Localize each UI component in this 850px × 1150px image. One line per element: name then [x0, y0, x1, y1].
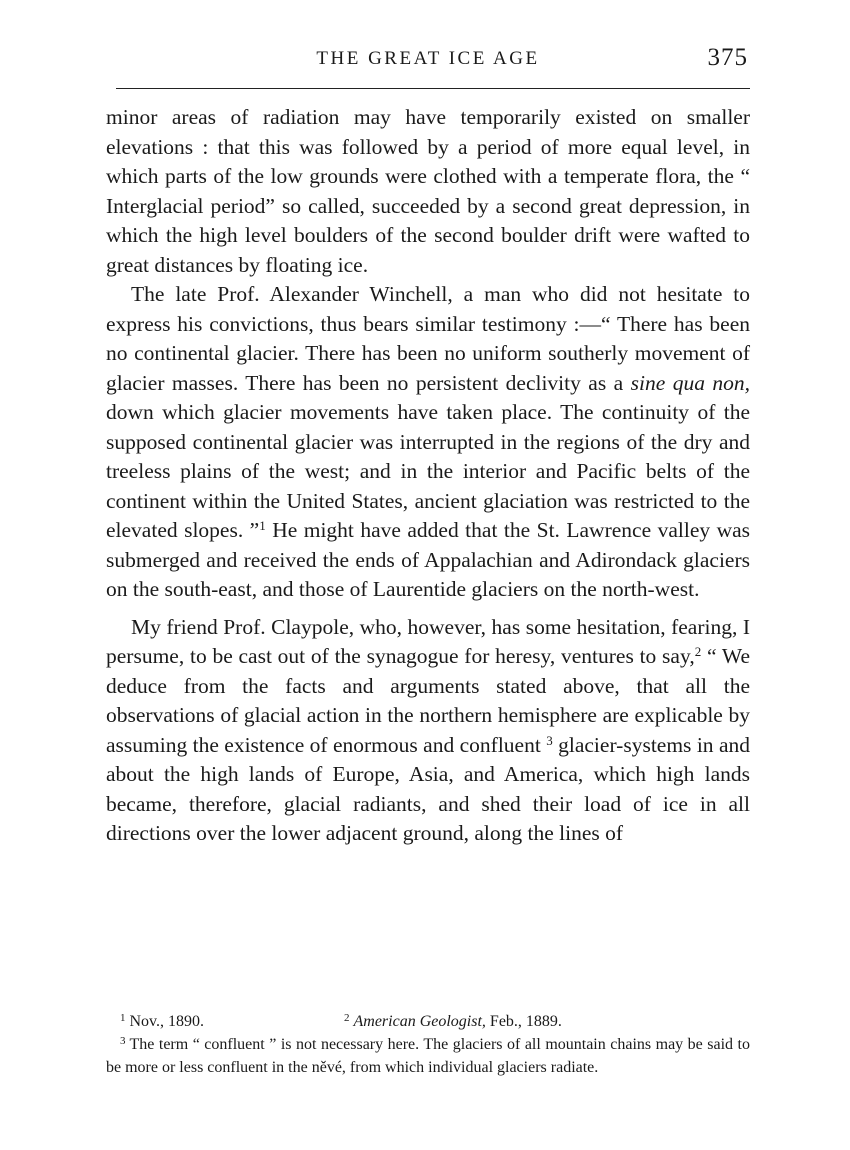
footnote-2-source: American Geologist, — [353, 1013, 486, 1030]
footnote-row-1-2 — [106, 1010, 750, 1033]
footnote-ref-2: 2 — [694, 644, 702, 659]
paragraph-1 — [106, 103, 750, 280]
paragraph-2-text-b: down which glacier movements have taken place. The continuity of the supposed continental glacier was interrupted in the regions of the dry and treeless plains of the west; and in the interior and Pacific belts of the continent within the United States, ancient glaciation was restricted to the elevated slopes. ” — [106, 400, 750, 542]
footnote-ref-3: 3 — [546, 732, 553, 748]
footnote-2-marker: 2 — [344, 1012, 350, 1024]
footnote-1-marker: 1 — [120, 1012, 126, 1024]
footnote-3 — [106, 1033, 750, 1079]
footnote-1-text: Nov., 1890. — [129, 1013, 205, 1030]
paragraph-3-text-c: glacier-systems in and about the high lands of Europe, Asia, and America, which high lands became, therefore, glacial radiants, and shed their load of ice in all directions over the lower adjacent ground, along the lines of — [106, 732, 750, 845]
body-text — [106, 103, 750, 849]
paragraph-3-text-a: My friend Prof. Claypole, who, however, has some hesitation, fearing, I persume, to be cast out of the synagogue for heresy, ventures to say, — [106, 614, 750, 668]
paragraph-2-text-a: The late Prof. Alexander Winchell, a man who did not hesitate to express his convictions, thus bears similar testimony :—“ There has been no continental glacier. There has been no uniform southerly movement of glacier masses. There has been no persistent declivity as a — [106, 282, 750, 395]
paragraph-3 — [106, 613, 750, 849]
paragraph-1-text: minor areas of radiation may have temporarily existed on smaller elevations : that this was followed by a period of more equal level, in which parts of the low grounds were clothed with a temperate flora, the “ Interglacial period” so called, succeeded by a second great depression, in which the high level boulders of the second boulder drift were wafted to great distances by floating ice. — [106, 105, 750, 277]
paragraph-2 — [106, 280, 750, 605]
footnote-1 — [106, 1010, 344, 1033]
page-number: 375 — [707, 44, 748, 71]
footnote-ref-1: 1 — [259, 518, 266, 533]
footnote-2-text: Feb., 1889. — [489, 1013, 562, 1030]
paragraph-3-text-b: “ We deduce from the facts and arguments stated above, that all the observations of glacial action in the northern hemisphere are explicable by assuming the existence of enormous and confluent — [106, 644, 750, 757]
header-rule — [116, 88, 750, 89]
italic-phrase: sine qua non, — [630, 370, 751, 395]
footnotes — [106, 1010, 750, 1079]
footnote-3-text: The term “ confluent ” is not necessary here. The glaciers of all mountain chains may be said to be more or less confluent in the něvé, from which individual glaciers radiate. — [106, 1036, 750, 1076]
footnote-3-marker: 3 — [120, 1035, 126, 1047]
running-title: THE GREAT ICE AGE — [316, 48, 540, 69]
paragraph-2-text-c: He might have added that the St. Lawrence valley was submerged and received the ends of Appalachian and Adirondack glaciers on the south-east, and those of Laurentide glaciers on the north-west. — [106, 518, 751, 601]
running-head — [108, 44, 748, 74]
footnote-2 — [344, 1010, 750, 1033]
